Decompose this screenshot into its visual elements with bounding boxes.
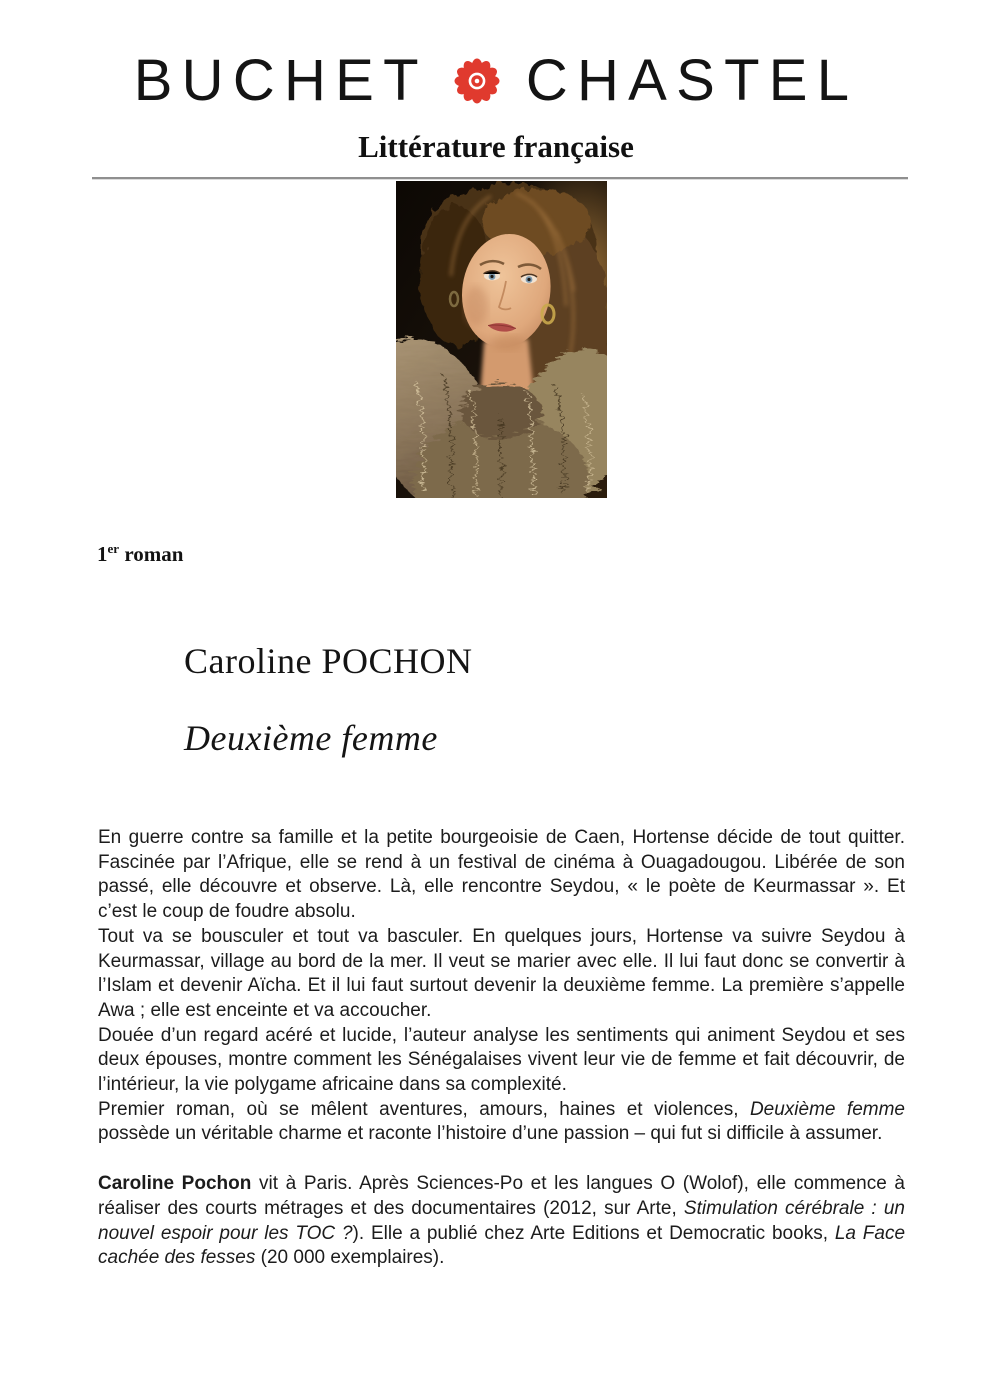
text-segment: Stimulation cérébrale : un nouvel espoir pour les TOC ? [98,1197,905,1244]
edition-label [97,541,183,567]
header-divider [92,177,908,179]
paragraph [98,1024,905,1098]
text-segment: La Face cachée des fesses [98,1222,906,1269]
publisher-name-right: CHASTEL [525,48,859,113]
text-segment: Caroline Pochon [98,1173,252,1195]
paragraph [98,826,905,925]
text-segment: En guerre contre sa famille et la petite bourgeoisie de Caen, Hortense décide de tout quitter. Fascinée par l’Afrique, elle se rend à un festival de cinéma à Ouagadougou. Libérée de son passé, elle découvre et observe. Là, elle rencontre Seydou, « le poète de Keurmassar ». Et c’est le coup de foudre absolu. [98,827,905,923]
book-title: Deuxième femme [184,718,438,758]
author-photo [396,181,607,498]
text-segment: (20 000 exemplaires). [255,1247,445,1269]
collection-title: Littérature française [358,129,634,164]
paragraph [98,925,905,1024]
rosette-icon [454,58,500,104]
author-name: Caroline POCHON [184,641,473,681]
text-segment: Tout va se bousculer et tout va basculer. En quelques jours, Hortense va suivre Seydou à Keurmassar, village au bord de la mer. Il veut se marier avec elle. Il lui faut donc se convertir à l’Islam et devenir Aïcha. Et il lui faut surtout devenir la deuxième femme. La première s’appelle Awa ; elle est enceinte et va accoucher. [98,925,905,1021]
edition-text: roman [119,542,184,566]
text-segment: possède un véritable charme et raconte l’histoire d’une passion – qui fut si difficile à assumer. [98,1123,883,1145]
text-segment: Douée d’un regard acéré et lucide, l’auteur analyse les sentiments qui animent Seydou et ses deux épouses, montre comment les Sénégalaises vivent leur vie de femme et fait découvrir, de l’intérieur, la vie polygame africaine dans sa complexité. [98,1024,905,1096]
publisher-logo [0,48,992,113]
text-segment: ). Elle a publié chez Arte Editions et Democratic books, [352,1222,835,1244]
body-text [98,826,905,1271]
paragraph [98,1098,905,1147]
text-segment: Deuxième femme [749,1098,905,1120]
text-segment: vit à Paris. Après Sciences-Po et les langues O (Wolof), elle commence à réaliser des courts métrages et des documentaires (2012, sur Arte, [98,1173,905,1219]
publisher-name-left: BUCHET [133,48,428,113]
edition-number: 1 [97,542,108,566]
edition-superscript: er [107,541,120,556]
text-segment: Premier roman, où se mêlent aventures, amours, haines et violences, [98,1098,750,1120]
paragraph [98,1172,905,1271]
